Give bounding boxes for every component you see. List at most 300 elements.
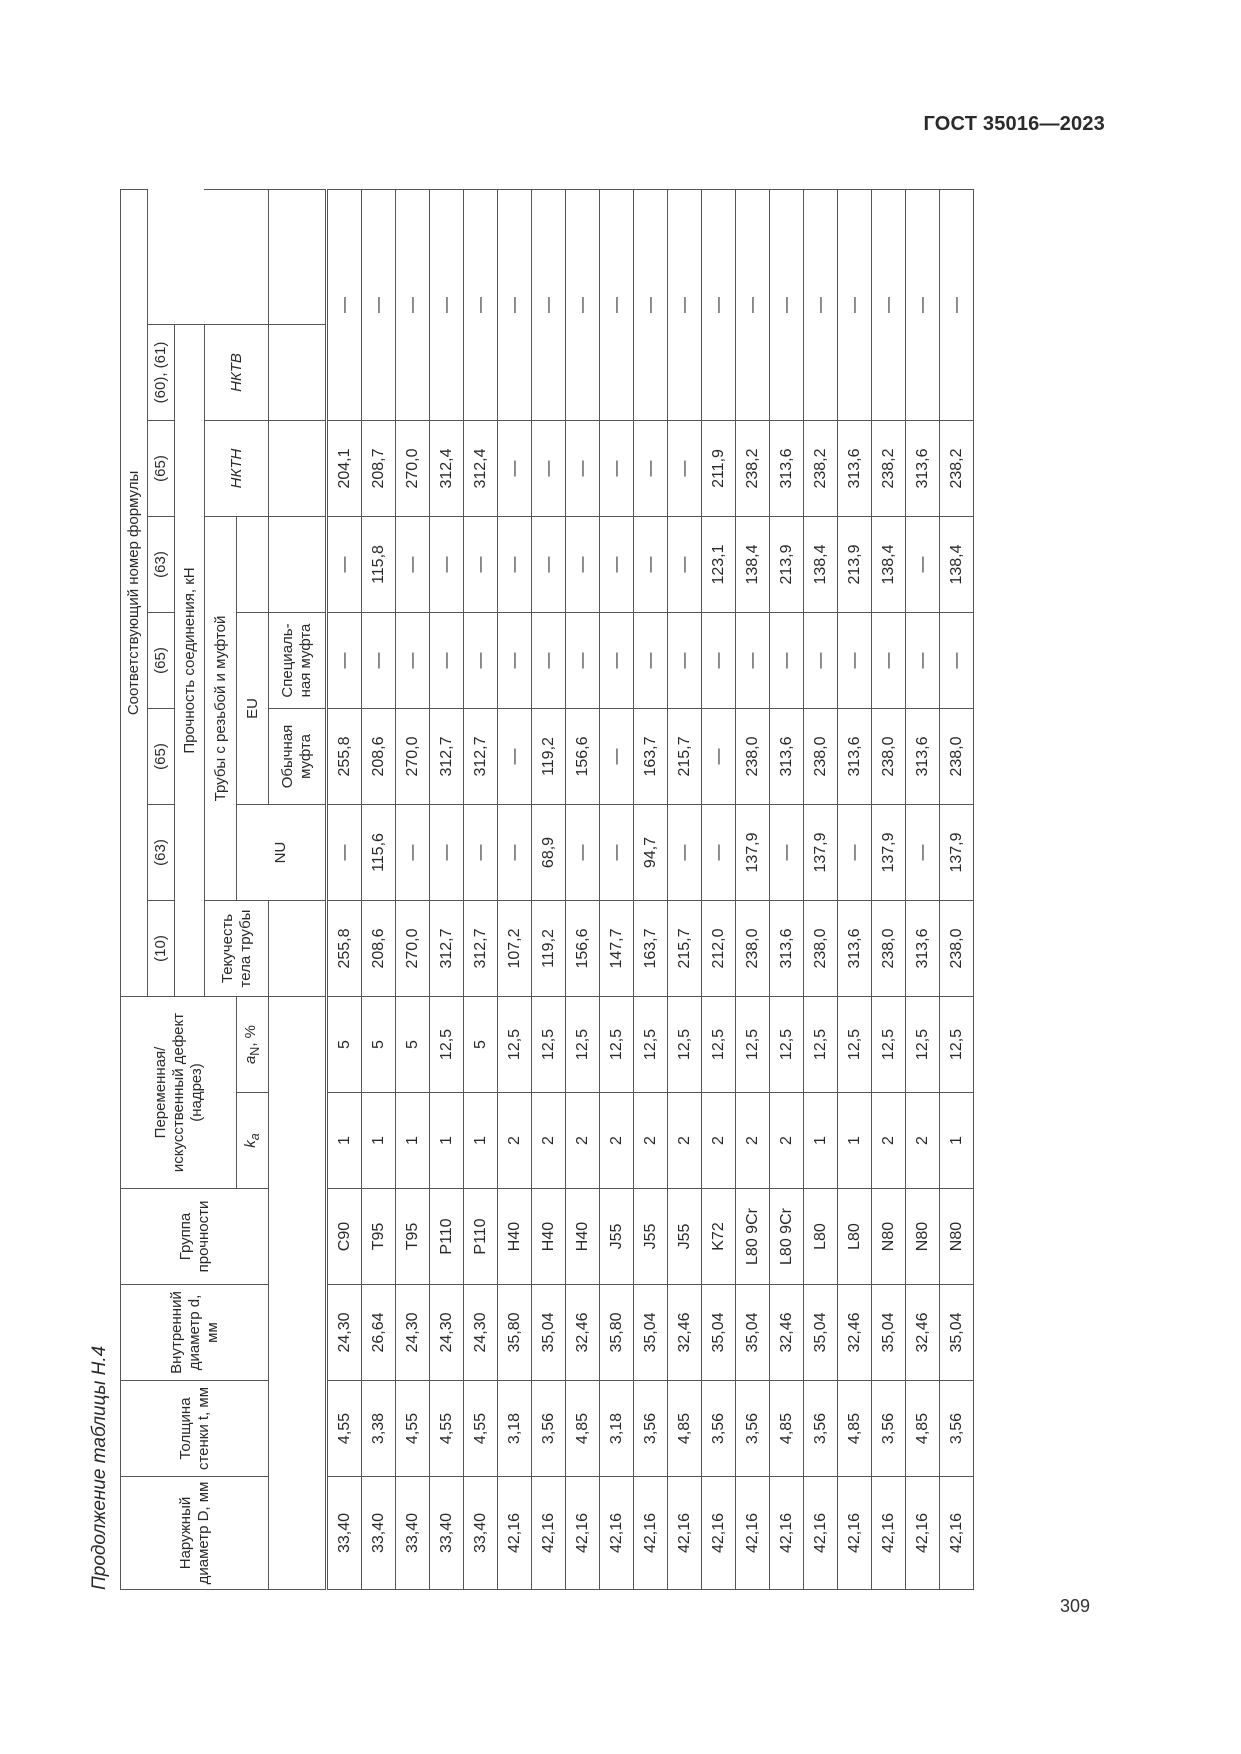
cell-an: 12,5 bbox=[906, 996, 940, 1092]
cell-strength-group: T95 bbox=[396, 1189, 430, 1285]
cell-nu: — bbox=[668, 804, 702, 900]
col-eu: EU bbox=[237, 612, 269, 804]
rotated-table-page bbox=[80, 140, 1241, 1590]
table-row bbox=[327, 189, 362, 1589]
cell-nu: 94,7 bbox=[634, 804, 668, 900]
cell-outer-diameter: 42,16 bbox=[804, 1477, 838, 1590]
cell-eu-regular: 238,0 bbox=[736, 708, 770, 804]
cell-nktv: — bbox=[566, 420, 600, 516]
cell-outer-diameter: 33,40 bbox=[396, 1477, 430, 1590]
cell-wall-thickness: 3,56 bbox=[702, 1381, 736, 1477]
table-row bbox=[804, 189, 838, 1589]
table-row bbox=[362, 189, 396, 1589]
cell-nktn: 138,4 bbox=[940, 516, 974, 612]
table-row bbox=[940, 189, 974, 1589]
cell-wall-thickness: 3,18 bbox=[498, 1381, 532, 1477]
cell-nkm: — bbox=[430, 189, 464, 420]
cell-ka: 1 bbox=[804, 1093, 838, 1189]
cell-inner-diameter: 35,04 bbox=[804, 1285, 838, 1381]
cell-ka: 2 bbox=[634, 1093, 668, 1189]
cell-body-yield: 238,0 bbox=[736, 900, 770, 996]
cell-ka: 2 bbox=[906, 1093, 940, 1189]
cell-eu-regular: 313,6 bbox=[906, 708, 940, 804]
cell-outer-diameter: 42,16 bbox=[906, 1477, 940, 1590]
cell-inner-diameter: 35,04 bbox=[736, 1285, 770, 1381]
cell-nkm: — bbox=[566, 189, 600, 420]
cell-an: 5 bbox=[464, 996, 498, 1092]
cell-body-yield: 107,2 bbox=[498, 900, 532, 996]
header-eu-blank bbox=[269, 516, 327, 612]
cell-outer-diameter: 33,40 bbox=[327, 1477, 362, 1590]
cell-ka: 2 bbox=[532, 1093, 566, 1189]
cell-nktn: — bbox=[430, 516, 464, 612]
cell-nktv: 238,2 bbox=[804, 420, 838, 516]
cell-ka: 1 bbox=[940, 1093, 974, 1189]
spacer-eu bbox=[237, 516, 269, 612]
table-row bbox=[396, 189, 430, 1589]
cell-inner-diameter: 32,46 bbox=[566, 1285, 600, 1381]
header-spacer bbox=[148, 189, 269, 324]
formula-nu: (63) bbox=[148, 804, 175, 900]
col-outer-diameter: Наружный диаметр D, мм bbox=[121, 1477, 269, 1590]
cell-body-yield: 255,8 bbox=[327, 900, 362, 996]
table-row bbox=[634, 189, 668, 1589]
cell-wall-thickness: 3,38 bbox=[362, 1381, 396, 1477]
col-formula-number: Соответствующий номер формулы bbox=[121, 189, 148, 996]
cell-nkm: — bbox=[804, 189, 838, 420]
cell-eu-special: — bbox=[634, 612, 668, 708]
cell-an: 12,5 bbox=[736, 996, 770, 1092]
cell-nkm: — bbox=[770, 189, 804, 420]
cell-outer-diameter: 42,16 bbox=[600, 1477, 634, 1590]
cell-strength-group: K72 bbox=[702, 1189, 736, 1285]
cell-nktn: — bbox=[668, 516, 702, 612]
cell-outer-diameter: 42,16 bbox=[872, 1477, 906, 1590]
cell-eu-special: — bbox=[906, 612, 940, 708]
cell-strength-group: N80 bbox=[872, 1189, 906, 1285]
cell-eu-special: — bbox=[327, 612, 362, 708]
formula-eu-regular: (65) bbox=[148, 708, 175, 804]
cell-nktv: 238,2 bbox=[872, 420, 906, 516]
cell-wall-thickness: 3,56 bbox=[872, 1381, 906, 1477]
cell-wall-thickness: 3,56 bbox=[532, 1381, 566, 1477]
cell-eu-special: — bbox=[702, 612, 736, 708]
cell-ka: 1 bbox=[362, 1093, 396, 1189]
col-inner-diameter: Внутренний диаметр d, мм bbox=[121, 1285, 269, 1381]
col-connection-strength: Прочность соединения, кН bbox=[175, 324, 205, 996]
strength-table bbox=[120, 189, 974, 1590]
table-body bbox=[327, 189, 974, 1589]
table-row bbox=[838, 189, 872, 1589]
cell-nu: 137,9 bbox=[804, 804, 838, 900]
page-number: 309 bbox=[1060, 1596, 1091, 1616]
table-caption: Продолжение таблицы Н.4 bbox=[89, 1345, 110, 1590]
table-row bbox=[736, 189, 770, 1589]
cell-wall-thickness: 4,55 bbox=[464, 1381, 498, 1477]
document-code: ГОСТ 35016—2023 bbox=[923, 113, 1105, 135]
cell-eu-regular: 270,0 bbox=[396, 708, 430, 804]
formula-body: (10) bbox=[148, 900, 175, 996]
cell-nktn: 138,4 bbox=[736, 516, 770, 612]
col-special-coupling: Специаль- ная муфта bbox=[269, 612, 327, 708]
cell-outer-diameter: 42,16 bbox=[838, 1477, 872, 1590]
cell-outer-diameter: 42,16 bbox=[634, 1477, 668, 1590]
cell-nktn: — bbox=[600, 516, 634, 612]
cell-an: 12,5 bbox=[668, 996, 702, 1092]
col-nktn: НКТН bbox=[205, 420, 269, 516]
cell-nktv: 204,1 bbox=[327, 420, 362, 516]
cell-eu-regular: 255,8 bbox=[327, 708, 362, 804]
cell-inner-diameter: 32,46 bbox=[838, 1285, 872, 1381]
cell-nkm: — bbox=[327, 189, 362, 420]
cell-eu-special: — bbox=[872, 612, 906, 708]
cell-strength-group: L80 bbox=[838, 1189, 872, 1285]
cell-nktn: 213,9 bbox=[838, 516, 872, 612]
cell-outer-diameter: 42,16 bbox=[940, 1477, 974, 1590]
cell-nktn: — bbox=[634, 516, 668, 612]
cell-inner-diameter: 35,04 bbox=[702, 1285, 736, 1381]
cell-inner-diameter: 32,46 bbox=[906, 1285, 940, 1381]
cell-nktv: 313,6 bbox=[770, 420, 804, 516]
cell-ka: 2 bbox=[600, 1093, 634, 1189]
cell-wall-thickness: 4,55 bbox=[396, 1381, 430, 1477]
cell-body-yield: 147,7 bbox=[600, 900, 634, 996]
cell-eu-special: — bbox=[430, 612, 464, 708]
cell-an: 12,5 bbox=[940, 996, 974, 1092]
col-threaded-coupled: Трубы с резьбой и муфтой bbox=[205, 516, 237, 900]
cell-an: 5 bbox=[327, 996, 362, 1092]
cell-strength-group: H40 bbox=[532, 1189, 566, 1285]
cell-inner-diameter: 32,46 bbox=[668, 1285, 702, 1381]
cell-strength-group: T95 bbox=[362, 1189, 396, 1285]
cell-eu-special: — bbox=[532, 612, 566, 708]
cell-body-yield: 215,7 bbox=[668, 900, 702, 996]
table-row bbox=[498, 189, 532, 1589]
col-nktv: НКТВ bbox=[205, 324, 269, 420]
cell-nktn: 115,8 bbox=[362, 516, 396, 612]
cell-strength-group: H40 bbox=[566, 1189, 600, 1285]
cell-strength-group: J55 bbox=[600, 1189, 634, 1285]
cell-body-yield: 312,7 bbox=[430, 900, 464, 996]
cell-nkm: — bbox=[362, 189, 396, 420]
cell-body-yield: 313,6 bbox=[906, 900, 940, 996]
col-wall-thickness: Толщина стенки t, мм bbox=[121, 1381, 269, 1477]
cell-nu: — bbox=[838, 804, 872, 900]
cell-strength-group: J55 bbox=[668, 1189, 702, 1285]
cell-nktn: — bbox=[396, 516, 430, 612]
cell-eu-regular: 119,2 bbox=[532, 708, 566, 804]
cell-nu: — bbox=[430, 804, 464, 900]
cell-outer-diameter: 42,16 bbox=[498, 1477, 532, 1590]
cell-nktv: 313,6 bbox=[906, 420, 940, 516]
cell-nktn: — bbox=[906, 516, 940, 612]
cell-body-yield: 163,7 bbox=[634, 900, 668, 996]
cell-eu-special: — bbox=[498, 612, 532, 708]
cell-eu-special: — bbox=[736, 612, 770, 708]
cell-outer-diameter: 42,16 bbox=[668, 1477, 702, 1590]
cell-wall-thickness: 4,85 bbox=[906, 1381, 940, 1477]
cell-eu-special: — bbox=[838, 612, 872, 708]
cell-body-yield: 270,0 bbox=[396, 900, 430, 996]
cell-ka: 2 bbox=[872, 1093, 906, 1189]
cell-strength-group: H40 bbox=[498, 1189, 532, 1285]
cell-nktn: — bbox=[498, 516, 532, 612]
cell-nu: — bbox=[566, 804, 600, 900]
formula-eu-special: (65) bbox=[148, 612, 175, 708]
cell-eu-special: — bbox=[600, 612, 634, 708]
cell-inner-diameter: 24,30 bbox=[464, 1285, 498, 1381]
cell-nkm: — bbox=[634, 189, 668, 420]
cell-nktv: 238,2 bbox=[940, 420, 974, 516]
cell-eu-special: — bbox=[362, 612, 396, 708]
cell-ka: 2 bbox=[702, 1093, 736, 1189]
cell-nkm: — bbox=[872, 189, 906, 420]
col-body-yield: Текучесть тела трубы bbox=[205, 900, 269, 996]
cell-outer-diameter: 33,40 bbox=[464, 1477, 498, 1590]
cell-nu: 68,9 bbox=[532, 804, 566, 900]
cell-eu-regular: 163,7 bbox=[634, 708, 668, 804]
cell-nktn: — bbox=[464, 516, 498, 612]
cell-nktv: — bbox=[668, 420, 702, 516]
cell-eu-special: — bbox=[396, 612, 430, 708]
cell-nkm: — bbox=[940, 189, 974, 420]
cell-eu-regular: 312,7 bbox=[430, 708, 464, 804]
cell-nu: — bbox=[906, 804, 940, 900]
cell-wall-thickness: 3,56 bbox=[634, 1381, 668, 1477]
cell-body-yield: 208,6 bbox=[362, 900, 396, 996]
cell-nu: 137,9 bbox=[940, 804, 974, 900]
cell-outer-diameter: 42,16 bbox=[566, 1477, 600, 1590]
cell-an: 12,5 bbox=[600, 996, 634, 1092]
cell-nktn: 213,9 bbox=[770, 516, 804, 612]
cell-wall-thickness: 4,55 bbox=[430, 1381, 464, 1477]
cell-ka: 2 bbox=[736, 1093, 770, 1189]
cell-nktv: — bbox=[532, 420, 566, 516]
cell-ka: 1 bbox=[838, 1093, 872, 1189]
cell-inner-diameter: 35,80 bbox=[600, 1285, 634, 1381]
cell-strength-group: L80 9Cr bbox=[736, 1189, 770, 1285]
cell-eu-regular: 238,0 bbox=[940, 708, 974, 804]
cell-strength-group: L80 bbox=[804, 1189, 838, 1285]
cell-wall-thickness: 4,85 bbox=[770, 1381, 804, 1477]
cell-eu-regular: — bbox=[702, 708, 736, 804]
cell-wall-thickness: 4,85 bbox=[566, 1381, 600, 1477]
table-row bbox=[464, 189, 498, 1589]
cell-ka: 1 bbox=[430, 1093, 464, 1189]
cell-inner-diameter: 24,30 bbox=[430, 1285, 464, 1381]
table-header bbox=[121, 189, 327, 1589]
cell-nkm: — bbox=[702, 189, 736, 420]
cell-nu: — bbox=[770, 804, 804, 900]
header-body-blank bbox=[269, 900, 327, 996]
formula-nkm: (60), (61) bbox=[148, 324, 175, 420]
cell-an: 12,5 bbox=[532, 996, 566, 1092]
cell-nu: — bbox=[498, 804, 532, 900]
cell-ka: 2 bbox=[566, 1093, 600, 1189]
cell-eu-special: — bbox=[566, 612, 600, 708]
cell-ka: 1 bbox=[464, 1093, 498, 1189]
cell-eu-regular: 215,7 bbox=[668, 708, 702, 804]
cell-an: 12,5 bbox=[872, 996, 906, 1092]
cell-eu-special: — bbox=[464, 612, 498, 708]
cell-nkm: — bbox=[668, 189, 702, 420]
cell-body-yield: 238,0 bbox=[872, 900, 906, 996]
cell-nkm: — bbox=[396, 189, 430, 420]
cell-body-yield: 313,6 bbox=[838, 900, 872, 996]
cell-an: 5 bbox=[396, 996, 430, 1092]
cell-nkm: — bbox=[600, 189, 634, 420]
cell-nu: 115,6 bbox=[362, 804, 396, 900]
table-row bbox=[532, 189, 566, 1589]
table-row bbox=[702, 189, 736, 1589]
cell-wall-thickness: 3,18 bbox=[600, 1381, 634, 1477]
formula-nktn: (63) bbox=[148, 516, 175, 612]
cell-outer-diameter: 42,16 bbox=[770, 1477, 804, 1590]
cell-outer-diameter: 33,40 bbox=[430, 1477, 464, 1590]
cell-nkm: — bbox=[906, 189, 940, 420]
cell-body-yield: 238,0 bbox=[804, 900, 838, 996]
cell-nu: — bbox=[600, 804, 634, 900]
cell-outer-diameter: 42,16 bbox=[736, 1477, 770, 1590]
cell-an: 12,5 bbox=[804, 996, 838, 1092]
cell-nu: — bbox=[464, 804, 498, 900]
cell-ka: 1 bbox=[327, 1093, 362, 1189]
cell-strength-group: L80 9Cr bbox=[770, 1189, 804, 1285]
cell-nkm: — bbox=[532, 189, 566, 420]
cell-eu-regular: 238,0 bbox=[804, 708, 838, 804]
cell-inner-diameter: 35,80 bbox=[498, 1285, 532, 1381]
cell-strength-group: C90 bbox=[327, 1189, 362, 1285]
cell-nktv: 312,4 bbox=[464, 420, 498, 516]
col-an: $a_N$, % bbox=[237, 996, 269, 1092]
cell-wall-thickness: 3,56 bbox=[804, 1381, 838, 1477]
cell-nktv: 270,0 bbox=[396, 420, 430, 516]
cell-inner-diameter: 32,46 bbox=[770, 1285, 804, 1381]
cell-nktv: — bbox=[600, 420, 634, 516]
cell-eu-regular: — bbox=[498, 708, 532, 804]
cell-eu-regular: 313,6 bbox=[838, 708, 872, 804]
cell-wall-thickness: 4,55 bbox=[327, 1381, 362, 1477]
table-row bbox=[600, 189, 634, 1589]
cell-an: 12,5 bbox=[634, 996, 668, 1092]
table-row bbox=[770, 189, 804, 1589]
col-ka: $k_a$ bbox=[237, 1093, 269, 1189]
cell-eu-special: — bbox=[668, 612, 702, 708]
header-blank bbox=[269, 996, 327, 1589]
cell-nkm: — bbox=[838, 189, 872, 420]
cell-nu: 137,9 bbox=[736, 804, 770, 900]
cell-eu-special: — bbox=[804, 612, 838, 708]
cell-body-yield: 212,0 bbox=[702, 900, 736, 996]
cell-strength-group: N80 bbox=[906, 1189, 940, 1285]
cell-outer-diameter: 42,16 bbox=[532, 1477, 566, 1590]
cell-wall-thickness: 3,56 bbox=[940, 1381, 974, 1477]
cell-strength-group: N80 bbox=[940, 1189, 974, 1285]
cell-nktn: 123,1 bbox=[702, 516, 736, 612]
header-nktv-blank bbox=[269, 324, 327, 420]
cell-ka: 1 bbox=[396, 1093, 430, 1189]
cell-outer-diameter: 33,40 bbox=[362, 1477, 396, 1590]
cell-inner-diameter: 35,04 bbox=[634, 1285, 668, 1381]
cell-body-yield: 312,7 bbox=[464, 900, 498, 996]
cell-body-yield: 313,6 bbox=[770, 900, 804, 996]
cell-inner-diameter: 35,04 bbox=[532, 1285, 566, 1381]
cell-nktv: 312,4 bbox=[430, 420, 464, 516]
cell-eu-special: — bbox=[940, 612, 974, 708]
cell-eu-regular: 312,7 bbox=[464, 708, 498, 804]
cell-nktv: — bbox=[634, 420, 668, 516]
table-row bbox=[668, 189, 702, 1589]
cell-nktv: 238,2 bbox=[736, 420, 770, 516]
cell-nktn: 138,4 bbox=[872, 516, 906, 612]
cell-nkm: — bbox=[464, 189, 498, 420]
cell-wall-thickness: 4,85 bbox=[668, 1381, 702, 1477]
cell-eu-regular: 313,6 bbox=[770, 708, 804, 804]
cell-an: 12,5 bbox=[838, 996, 872, 1092]
cell-ka: 2 bbox=[498, 1093, 532, 1189]
cell-wall-thickness: 4,85 bbox=[838, 1381, 872, 1477]
cell-an: 12,5 bbox=[702, 996, 736, 1092]
cell-nktn: — bbox=[327, 516, 362, 612]
col-strength-group: Группа прочности bbox=[121, 1189, 269, 1285]
cell-nktv: — bbox=[498, 420, 532, 516]
table-row bbox=[906, 189, 940, 1589]
cell-inner-diameter: 24,30 bbox=[327, 1285, 362, 1381]
cell-an: 12,5 bbox=[770, 996, 804, 1092]
cell-ka: 2 bbox=[668, 1093, 702, 1189]
cell-inner-diameter: 26,64 bbox=[362, 1285, 396, 1381]
cell-an: 5 bbox=[362, 996, 396, 1092]
cell-eu-regular: 156,6 bbox=[566, 708, 600, 804]
cell-outer-diameter: 42,16 bbox=[702, 1477, 736, 1590]
col-nu: NU bbox=[237, 804, 327, 900]
cell-nktn: 138,4 bbox=[804, 516, 838, 612]
cell-inner-diameter: 24,30 bbox=[396, 1285, 430, 1381]
col-defect: Переменная/ искусственный дефект (надрез) bbox=[121, 996, 237, 1188]
cell-body-yield: 119,2 bbox=[532, 900, 566, 996]
cell-nkm: — bbox=[736, 189, 770, 420]
cell-nktv: 211,9 bbox=[702, 420, 736, 516]
table-row bbox=[430, 189, 464, 1589]
cell-wall-thickness: 3,56 bbox=[736, 1381, 770, 1477]
cell-body-yield: 238,0 bbox=[940, 900, 974, 996]
cell-eu-regular: — bbox=[600, 708, 634, 804]
cell-an: 12,5 bbox=[566, 996, 600, 1092]
cell-nu: — bbox=[396, 804, 430, 900]
cell-inner-diameter: 35,04 bbox=[940, 1285, 974, 1381]
cell-inner-diameter: 35,04 bbox=[872, 1285, 906, 1381]
cell-ka: 2 bbox=[770, 1093, 804, 1189]
header-nktn-blank bbox=[269, 420, 327, 516]
cell-nu: — bbox=[702, 804, 736, 900]
cell-eu-regular: 238,0 bbox=[872, 708, 906, 804]
cell-nktn: — bbox=[566, 516, 600, 612]
cell-nkm: — bbox=[498, 189, 532, 420]
cell-nu: 137,9 bbox=[872, 804, 906, 900]
header-nkm-blank bbox=[269, 189, 327, 324]
cell-strength-group: J55 bbox=[634, 1189, 668, 1285]
table-row bbox=[566, 189, 600, 1589]
table-row bbox=[872, 189, 906, 1589]
cell-an: 12,5 bbox=[498, 996, 532, 1092]
cell-body-yield: 156,6 bbox=[566, 900, 600, 996]
cell-strength-group: P110 bbox=[464, 1189, 498, 1285]
cell-eu-special: — bbox=[770, 612, 804, 708]
cell-an: 12,5 bbox=[430, 996, 464, 1092]
cell-nktn: — bbox=[532, 516, 566, 612]
cell-strength-group: P110 bbox=[430, 1189, 464, 1285]
cell-nktv: 313,6 bbox=[838, 420, 872, 516]
